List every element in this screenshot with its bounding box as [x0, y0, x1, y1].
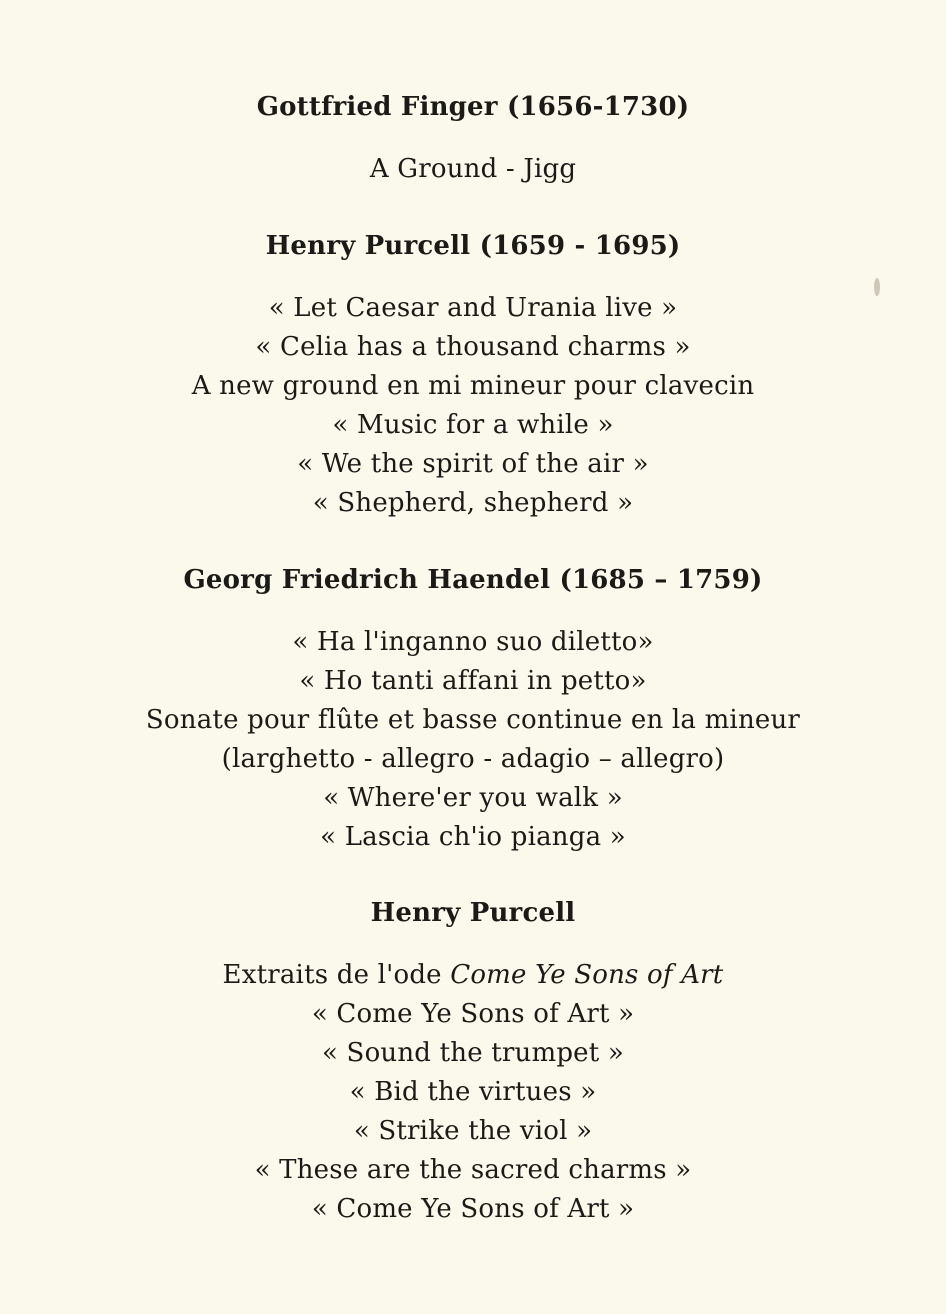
piece-title: A new ground en mi mineur pour clavecin — [191, 371, 755, 401]
composer-heading-haendel: Georg Friedrich Haendel (1685 – 1759) — [183, 565, 763, 595]
piece-title: « Bid the virtues » — [349, 1077, 597, 1107]
composer-heading-finger: Gottfried Finger (1656-1730) — [256, 92, 690, 122]
piece-title: (larghetto - allegro - adagio – allegro) — [221, 744, 725, 774]
ode-intro-prefix: Extraits de l'ode — [222, 960, 451, 990]
piece-title: A Ground - Jigg — [369, 154, 577, 184]
composer-heading-purcell: Henry Purcell (1659 - 1695) — [265, 231, 681, 261]
piece-title: « Shepherd, shepherd » — [312, 488, 634, 518]
piece-title: « Let Caesar and Urania live » — [268, 293, 678, 323]
piece-title: « Where'er you walk » — [323, 783, 623, 813]
piece-title: « Come Ye Sons of Art » — [311, 1194, 635, 1224]
ode-intro — [0, 958, 946, 992]
piece-title: « Ha l'inganno suo diletto» — [292, 627, 654, 657]
piece-title: « Sound the trumpet » — [321, 1038, 624, 1068]
piece-title: « Strike the viol » — [353, 1116, 593, 1146]
piece-title: « Celia has a thousand charms » — [255, 332, 691, 362]
piece-title: « These are the sacred charms » — [254, 1155, 692, 1185]
piece-title: « We the spirit of the air » — [297, 449, 649, 479]
composer-heading-purcell-ode: Henry Purcell — [370, 898, 576, 928]
piece-title: « Ho tanti affani in petto» — [299, 666, 647, 696]
piece-title: « Lascia ch'io pianga » — [320, 822, 626, 852]
piece-title: Sonate pour flûte et basse continue en la mineur — [145, 705, 801, 735]
piece-title: « Music for a while » — [332, 410, 614, 440]
piece-title: « Come Ye Sons of Art » — [311, 999, 635, 1029]
ode-title: Come Ye Sons of Art — [450, 960, 724, 990]
